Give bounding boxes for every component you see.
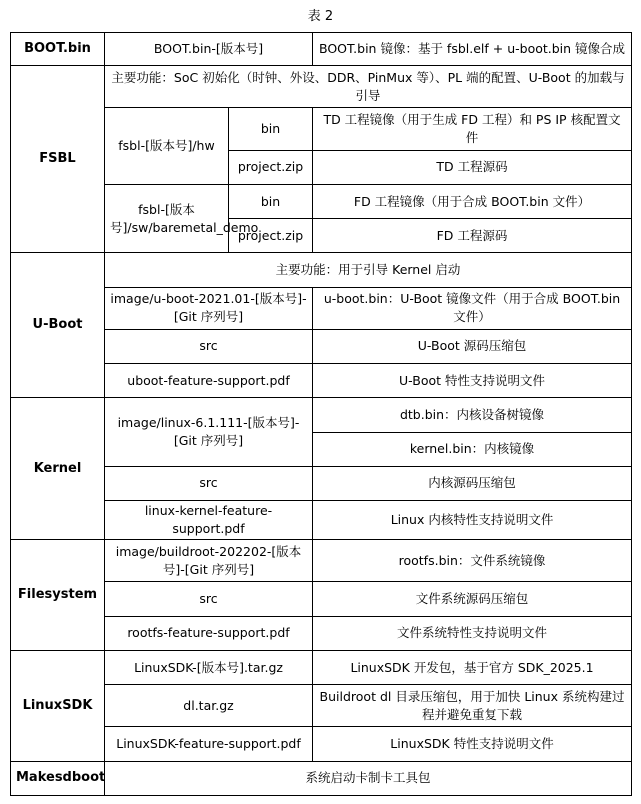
file-description: u-boot.bin：U-Boot 镜像文件（用于合成 BOOT.bin 文件） xyxy=(313,287,632,329)
category-uboot: U-Boot xyxy=(11,253,105,398)
table-row xyxy=(11,540,632,582)
table-row xyxy=(11,761,632,795)
file-name: image/linux-6.1.111-[版本号]-[Git 序列号] xyxy=(105,398,313,466)
file-description: Buildroot dl 目录压缩包，用于加快 Linux 系统构建过程并避免重复下载 xyxy=(313,685,632,727)
category-filesystem: Filesystem xyxy=(11,540,105,651)
table-row xyxy=(11,582,632,616)
file-name: image/buildroot-202202-[版本号]-[Git 序列号] xyxy=(105,540,313,582)
table-row xyxy=(11,685,632,727)
file-name: project.zip xyxy=(229,219,313,253)
file-description: FD 工程源码 xyxy=(313,219,632,253)
file-name: dl.tar.gz xyxy=(105,685,313,727)
file-name: image/u-boot-2021.01-[版本号]-[Git 序列号] xyxy=(105,287,313,329)
function-description: 主要功能：SoC 初始化（时钟、外设、DDR、PinMux 等）、PL 端的配置、U-Boot 的加载与引导 xyxy=(105,66,632,108)
file-description: 文件系统源码压缩包 xyxy=(313,582,632,616)
directory-name: fsbl-[版本号]/hw xyxy=(105,108,229,184)
file-name: uboot-feature-support.pdf xyxy=(105,364,313,398)
file-description: 系统启动卡制卡工具包 xyxy=(105,761,632,795)
file-description: BOOT.bin 镜像：基于 fsbl.elf + u-boot.bin 镜像合成 xyxy=(313,33,632,66)
file-name: rootfs-feature-support.pdf xyxy=(105,616,313,650)
table-caption: 表 2 xyxy=(307,9,334,24)
file-name: linux-kernel-feature-support.pdf xyxy=(105,500,313,539)
file-description: dtb.bin：内核设备树镜像 xyxy=(313,398,632,432)
file-name: bin xyxy=(229,108,313,150)
table-row xyxy=(11,364,632,398)
package-contents-table xyxy=(10,32,632,796)
category-boot: BOOT.bin xyxy=(11,33,105,66)
table-row xyxy=(11,108,632,150)
file-name: src xyxy=(105,466,313,500)
file-name: src xyxy=(105,329,313,363)
file-description: LinuxSDK 开发包，基于官方 SDK_2025.1 xyxy=(313,650,632,684)
file-name: src xyxy=(105,582,313,616)
file-name: BOOT.bin-[版本号] xyxy=(105,33,313,66)
table-row xyxy=(11,650,632,684)
file-description: 文件系统特性支持说明文件 xyxy=(313,616,632,650)
file-description: TD 工程源码 xyxy=(313,150,632,184)
table-row xyxy=(11,66,632,108)
table-row xyxy=(11,727,632,761)
file-description: Linux 内核特性支持说明文件 xyxy=(313,500,632,539)
file-description: LinuxSDK 特性支持说明文件 xyxy=(313,727,632,761)
file-name: bin xyxy=(229,184,313,218)
table-row xyxy=(11,398,632,432)
file-name: project.zip xyxy=(229,150,313,184)
file-description: kernel.bin：内核镜像 xyxy=(313,432,632,466)
table-row xyxy=(11,287,632,329)
category-fsbl: FSBL xyxy=(11,66,105,253)
file-description: FD 工程镜像（用于合成 BOOT.bin 文件） xyxy=(313,184,632,218)
function-description: 主要功能：用于引导 Kernel 启动 xyxy=(105,253,632,287)
table-row xyxy=(11,500,632,539)
table-row xyxy=(11,466,632,500)
file-description: TD 工程镜像（用于生成 FD 工程）和 PS IP 核配置文件 xyxy=(313,108,632,150)
table-row xyxy=(11,329,632,363)
file-description: rootfs.bin：文件系统镜像 xyxy=(313,540,632,582)
table-row xyxy=(11,33,632,66)
file-description: U-Boot 源码压缩包 xyxy=(313,329,632,363)
file-name: LinuxSDK-feature-support.pdf xyxy=(105,727,313,761)
table-row xyxy=(11,253,632,287)
file-name: LinuxSDK-[版本号].tar.gz xyxy=(105,650,313,684)
table-row xyxy=(11,616,632,650)
category-linuxsdk: LinuxSDK xyxy=(11,650,105,761)
category-makesdboot: Makesdboot xyxy=(11,761,105,795)
table-row xyxy=(11,184,632,218)
file-description: U-Boot 特性支持说明文件 xyxy=(313,364,632,398)
category-kernel: Kernel xyxy=(11,398,105,540)
file-description: 内核源码压缩包 xyxy=(313,466,632,500)
directory-name: fsbl-[版本号]/sw/baremetal_demo xyxy=(105,184,229,252)
